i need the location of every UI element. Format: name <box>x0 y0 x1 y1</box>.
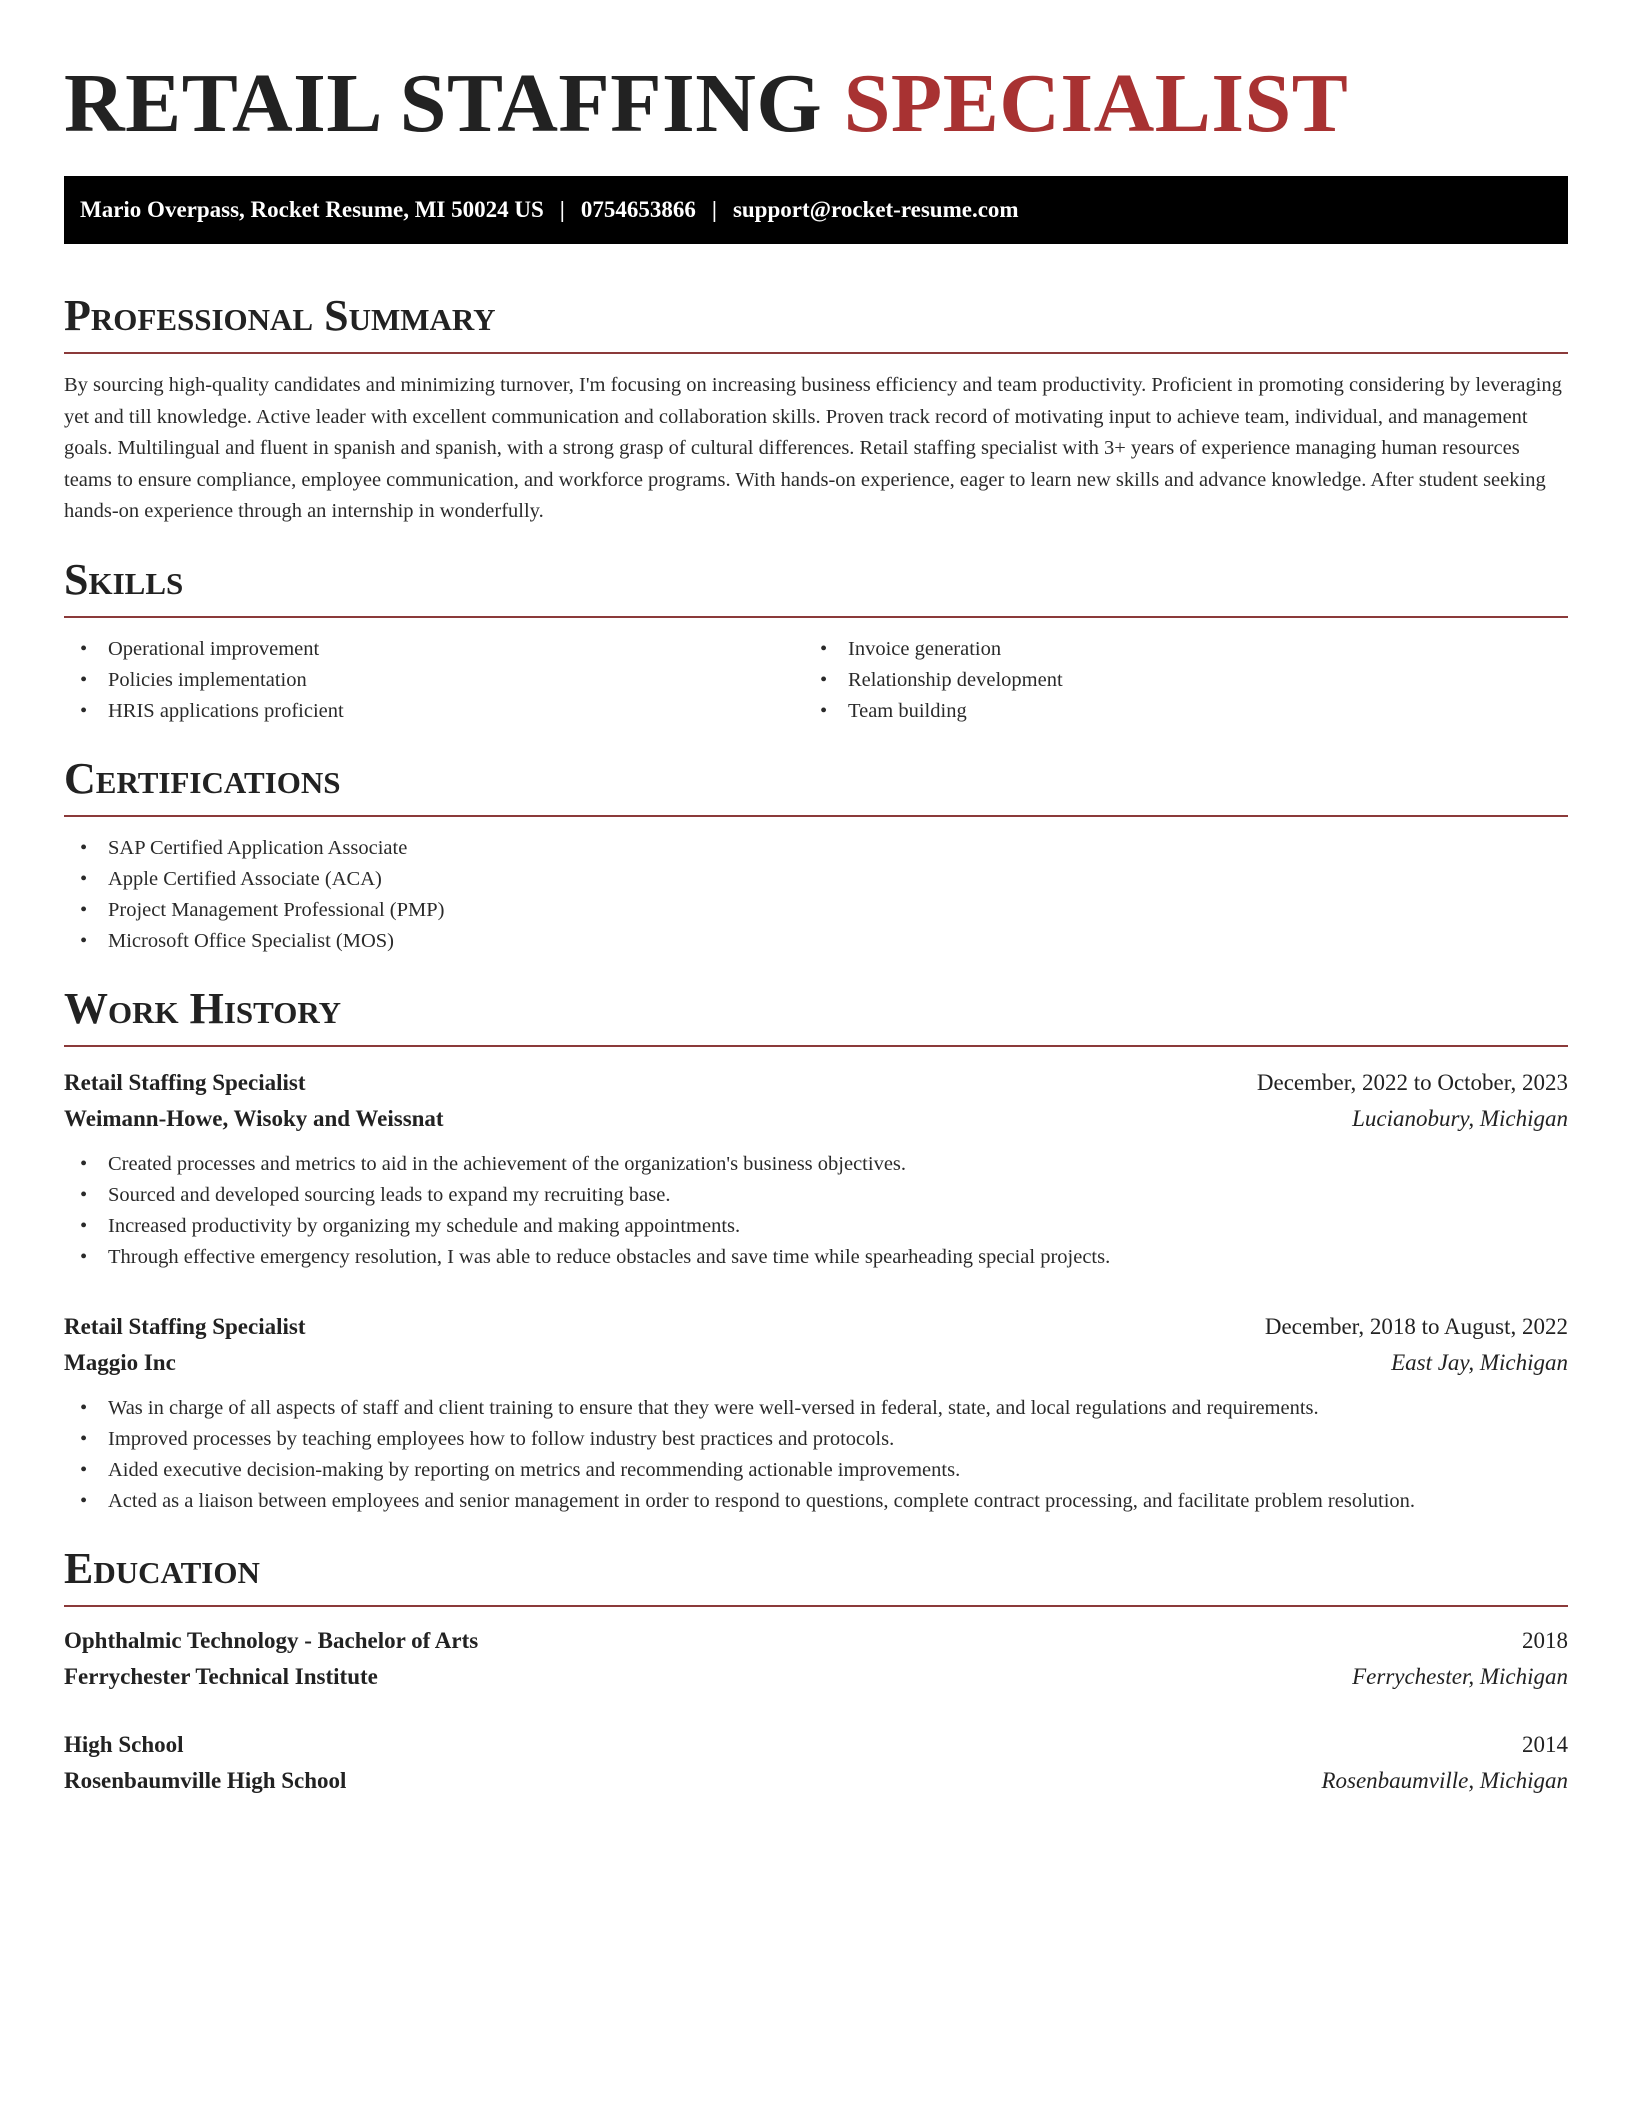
education-school-row <box>64 1763 1568 1799</box>
bullet-icon: • <box>80 1489 88 1512</box>
job-title: Retail Staffing Specialist <box>64 1069 306 1095</box>
certifications-section <box>64 753 1568 957</box>
bullet-icon: • <box>80 1214 88 1237</box>
bullet-icon: • <box>80 699 88 722</box>
job-title-row <box>64 1065 1568 1101</box>
list-item: • Aided executive decision-making by reporting on metrics and recommending actionable improvements. <box>64 1455 1568 1486</box>
bullet-icon: • <box>80 1458 88 1481</box>
job-location: East Jay, Michigan <box>1391 1349 1568 1375</box>
section-divider <box>64 1605 1568 1607</box>
job-bullets <box>64 1149 1568 1273</box>
skills-list-right <box>804 634 1568 727</box>
section-divider <box>64 1045 1568 1047</box>
list-item: • Relationship development <box>804 665 1568 696</box>
list-item: • Sourced and developed sourcing leads to expand my recruiting base. <box>64 1180 1568 1211</box>
list-item: • Apple Certified Associate (ACA) <box>64 864 1568 895</box>
contact-separator: | <box>711 197 717 222</box>
job-location: Lucianobury, Michigan <box>1352 1105 1568 1131</box>
summary-section <box>64 290 1568 528</box>
education-degree-row <box>64 1727 1568 1763</box>
work-history-section <box>64 983 1568 1517</box>
bullet-icon: • <box>80 898 88 921</box>
bullet-icon: • <box>80 1396 88 1419</box>
bullet-icon: • <box>80 867 88 890</box>
job-entry <box>64 1309 1568 1517</box>
list-item: • Microsoft Office Specialist (MOS) <box>64 926 1568 957</box>
education-section <box>64 1543 1568 1799</box>
job-dates: December, 2018 to August, 2022 <box>1264 1313 1568 1339</box>
job-company: Weimann-Howe, Wisoky and Weissnat <box>64 1105 444 1131</box>
list-item: • Through effective emergency resolution, I was able to reduce obstacles and save time while spearheading special projects. <box>64 1242 1568 1273</box>
section-divider <box>64 352 1568 354</box>
education-degree-row <box>64 1623 1568 1659</box>
section-divider <box>64 815 1568 817</box>
list-item: • Increased productivity by organizing my schedule and making appointments. <box>64 1211 1568 1242</box>
list-item: • SAP Certified Application Associate <box>64 833 1568 864</box>
education-location: Rosenbaumville, Michigan <box>1321 1767 1568 1793</box>
education-school: Rosenbaumville High School <box>64 1767 347 1793</box>
job-company-row <box>64 1345 1568 1381</box>
education-heading: Education <box>64 1543 260 1593</box>
contact-address: Mario Overpass, Rocket Resume, MI 50024 US <box>80 197 544 222</box>
bullet-icon: • <box>80 1427 88 1450</box>
job-title: Retail Staffing Specialist <box>64 1313 306 1339</box>
list-item: • Invoice generation <box>804 634 1568 665</box>
bullet-icon: • <box>80 668 88 691</box>
bullet-icon: • <box>820 637 828 660</box>
job-title-row <box>64 1309 1568 1345</box>
job-company: Maggio Inc <box>64 1349 176 1375</box>
list-item: • Team building <box>804 696 1568 727</box>
work-history-heading: Work History <box>64 983 342 1033</box>
certifications-heading: Certifications <box>64 753 341 803</box>
list-item: • Acted as a liaison between employees and senior management in order to respond to questions, complete contract processing, and facilitate problem resolution. <box>64 1486 1568 1517</box>
summary-heading: Professional Summary <box>64 291 496 340</box>
list-item: • Improved processes by teaching employees how to follow industry best practices and protocols. <box>64 1424 1568 1455</box>
education-year: 2018 <box>1522 1627 1568 1653</box>
list-item: • Created processes and metrics to aid in the achievement of the organization's business objectives. <box>64 1149 1568 1180</box>
list-item: • HRIS applications proficient <box>64 696 804 727</box>
title-accent: SPECIALIST <box>843 57 1349 150</box>
list-item: • Was in charge of all aspects of staff and client training to ensure that they were well-versed in federal, state, and local regulations and requirements. <box>64 1393 1568 1424</box>
education-entry <box>64 1623 1568 1695</box>
certifications-list <box>64 833 1568 957</box>
list-item: • Operational improvement <box>64 634 804 665</box>
education-school: Ferrychester Technical Institute <box>64 1663 378 1689</box>
summary-text: By sourcing high-quality candidates and minimizing turnover, I'm focusing on increasing business efficiency and team productivity. Proficient in promoting considering by leveraging yet and till knowledge. Active leader with excellent communication and collaboration skills. Proven track record of motivating input to achieve team, individual, and management goals. Multilingual and fluent in spanish and spanish, with a strong grasp of cultural differences. Retail staffing specialist with 3+ years of experience managing human resources teams to ensure compliance, employee communication, and workforce programs. With hands-on experience, eager to learn new skills and advance knowledge. After student seeking hands-on experience through an internship in wonderfully. <box>64 374 1562 522</box>
education-entry <box>64 1727 1568 1799</box>
bullet-icon: • <box>820 699 828 722</box>
resume-title <box>64 56 1568 152</box>
bullet-icon: • <box>80 836 88 859</box>
list-item: • Project Management Professional (PMP) <box>64 895 1568 926</box>
education-degree: Ophthalmic Technology - Bachelor of Arts <box>64 1627 479 1653</box>
skills-section <box>64 554 1568 727</box>
education-school-row <box>64 1659 1568 1695</box>
education-degree: High School <box>64 1731 184 1757</box>
job-company-row <box>64 1101 1568 1137</box>
bullet-icon: • <box>80 1245 88 1268</box>
job-dates: December, 2022 to October, 2023 <box>1256 1069 1568 1095</box>
job-bullets <box>64 1393 1568 1517</box>
skills-heading: Skills <box>64 554 184 604</box>
list-item: • Policies implementation <box>64 665 804 696</box>
bullet-icon: • <box>80 1183 88 1206</box>
contact-separator: | <box>559 197 565 222</box>
bullet-icon: • <box>80 929 88 952</box>
bullet-icon: • <box>80 1152 88 1175</box>
contact-bar <box>64 176 1568 244</box>
contact-phone[interactable]: 0754653866 <box>580 197 696 222</box>
bullet-icon: • <box>80 637 88 660</box>
education-location: Ferrychester, Michigan <box>1352 1663 1568 1689</box>
skills-list-left <box>64 634 804 727</box>
skills-grid <box>64 618 1568 727</box>
job-entry <box>64 1065 1568 1273</box>
title-main: RETAIL STAFFING <box>64 57 823 150</box>
contact-email[interactable]: support@rocket-resume.com <box>732 197 1019 222</box>
bullet-icon: • <box>820 668 828 691</box>
education-year: 2014 <box>1522 1731 1568 1757</box>
